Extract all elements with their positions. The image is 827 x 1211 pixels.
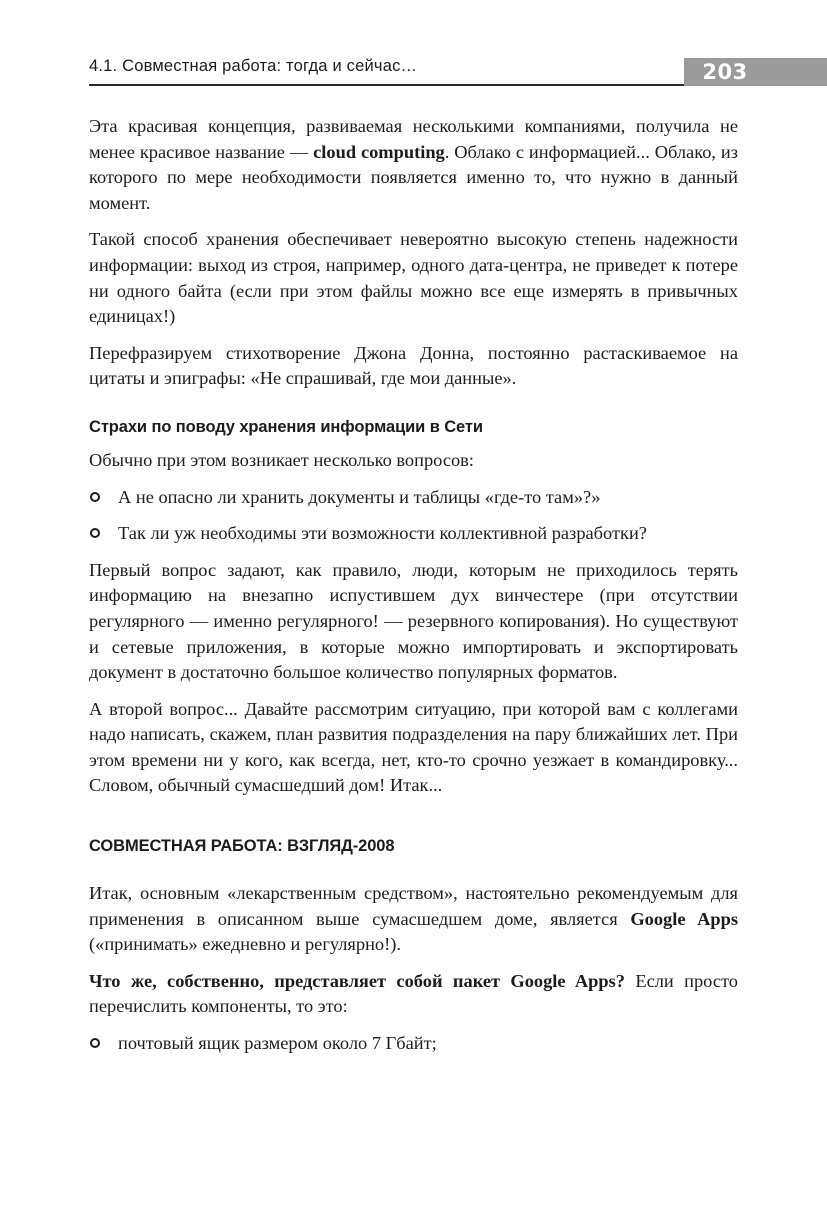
paragraph-components-intro	[89, 969, 738, 1020]
list-item-text: А не опасно ли хранить документы и таблицы «где-то там»?»	[118, 486, 601, 507]
bullet-circle-icon	[90, 492, 100, 502]
bullet-circle-icon	[90, 1038, 100, 1048]
text-span: Если просто перечислить компоненты, то это:	[89, 970, 738, 1017]
paragraph-google-apps	[89, 881, 738, 958]
list-item-text: Так ли уж необходимы эти возможности коллективной разработки?	[118, 523, 647, 544]
page-number: 203	[702, 60, 748, 84]
section-heading: СОВМЕСТНАЯ РАБОТА: ВЗГЛЯД-2008	[89, 837, 395, 856]
paragraph-questions-intro: Обычно при этом возникает несколько вопросов:	[89, 449, 474, 470]
paragraph-reliability: Такой способ хранения обеспечивает невероятно высокую степень надежности информации: выход из строя, например, одного дата-центра, не приведет к потере ни одного байта (если при этом файлы можно все еще измерять в привычных единицах!)	[89, 229, 738, 327]
running-title: 4.1. Совместная работа: тогда и сейчас…	[89, 57, 418, 75]
term-google-apps: Google Apps	[630, 908, 739, 929]
paragraph-cloud-computing	[89, 114, 738, 216]
term-cloud-computing: cloud computing	[313, 141, 445, 162]
header-rule	[89, 84, 686, 86]
bold-question: Что же, собственно, представляет собой пакет Google Apps?	[89, 970, 625, 991]
text-span: Итак, основным «лекарственным средством», настоятельно рекомендуемым для применения в описанном выше сумасшедшем доме, является	[89, 883, 738, 929]
list-item-text: почтовый ящик размером около 7 Гбайт;	[118, 1033, 437, 1054]
bullet-circle-icon	[90, 528, 100, 538]
paragraph-first-question: Первый вопрос задают, как правило, люди, которым не приходилось терять информацию на внезапно испустившем дух винчестере (при отсутствии регулярного — именно регулярного! — резервного копирования). Но существуют и сетевые приложения, в которые можно импортировать и экспортировать документ в достаточно большое количество популярных форматов.	[89, 559, 738, 683]
page-number-tab	[684, 58, 827, 86]
page-body	[89, 114, 738, 1068]
text-span: Эта красивая концепция, развиваемая несколькими компаниями, получила не менее красивое название —	[89, 116, 738, 162]
page-header	[0, 0, 827, 92]
text-span: («принимать» ежедневно и регулярно!).	[89, 934, 401, 955]
components-list	[89, 1031, 738, 1057]
list-item	[89, 1031, 738, 1057]
subsection-heading: Страхи по поводу хранения информации в Сети	[89, 417, 483, 436]
list-item	[89, 485, 738, 511]
paragraph-donne-quote: Перефразируем стихотворение Джона Донна, постоянно растаскиваемое на цитаты и эпиграфы: «Не спрашивай, где мои данные».	[89, 342, 738, 389]
questions-list	[89, 485, 738, 547]
list-item	[89, 521, 738, 547]
text-span: . Облако с информацией... Облако, из которого по мере необходимости появляется именно то, что нужно в данный момент.	[89, 141, 739, 213]
paragraph-second-question: А второй вопрос... Давайте рассмотрим ситуацию, при которой вам с коллегами надо написать, скажем, план развития подразделения на пару ближайших лет. При этом времени ни у кого, как всегда, нет, кто-то срочно уезжает в командировку... Словом, обычный сумасшедший дом! Итак...	[89, 698, 738, 796]
